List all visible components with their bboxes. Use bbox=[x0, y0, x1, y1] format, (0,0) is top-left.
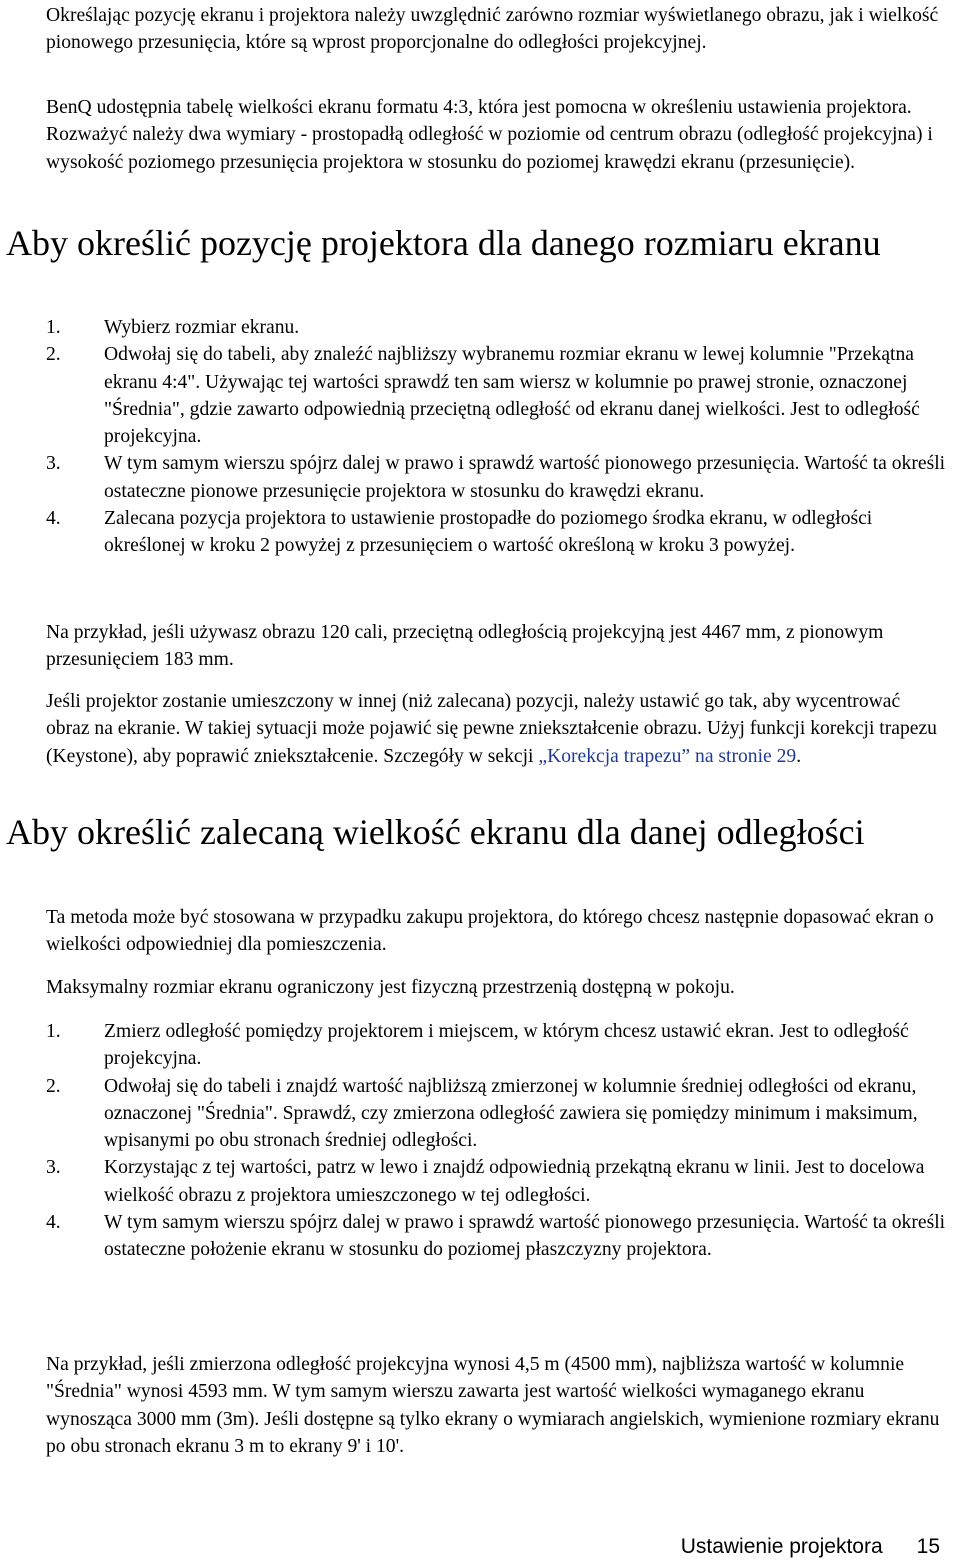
note-text: Jeśli projektor zostanie umieszczony w innej (niż zalecana) pozycji, należy ustawić go tak, aby wycentrować obraz na ekranie. W takiej sytuacji może pojawić się pewne zniekształcenie obrazu. Użyj funkcji korekcji trapezu (Keystone), aby poprawić zniekształcenie. Szczegóły w sekcji bbox=[46, 691, 937, 767]
list-item bbox=[46, 450, 946, 505]
section2-paragraph-1: Ta metoda może być stosowana w przypadku zakupu projektora, do którego chcesz następnie dopasować ekran o wielkości odpowiedniej dla pomieszczenia. bbox=[46, 907, 934, 956]
step-text: W tym samym wierszu spójrz dalej w prawo i sprawdź wartość pionowego przesunięcia. Wartość ta określi ostateczne położenie ekranu w stosunku do poziomej płaszczyzny projektora. bbox=[104, 1212, 946, 1261]
step-number: 3. bbox=[46, 1157, 61, 1179]
section2-paragraph-2: Maksymalny rozmiar ekranu ograniczony jest fizyczną przestrzenią dostępną w pokoju. bbox=[46, 977, 735, 998]
page-number: 15 bbox=[916, 1535, 940, 1558]
section1-example: Na przykład, jeśli używasz obrazu 120 cali, przeciętną odległością projekcyjną jest 4467 mm, z pionowym przesunięciem 183 mm. bbox=[46, 622, 884, 671]
list-item bbox=[46, 1154, 946, 1209]
section2-heading: Aby określić zalecaną wielkość ekranu dla danej odległości bbox=[6, 812, 865, 852]
note-end: . bbox=[796, 745, 802, 767]
step-number: 4. bbox=[46, 1212, 61, 1234]
section2-example: Na przykład, jeśli zmierzona odległość projekcyjna wynosi 4,5 m (4500 mm), najbliższa wartość w kolumnie "Średnia" wynosi 4593 mm. W tym samym wierszu zawarta jest wartość wielkości wymaganego ekranu wynosząca 3000 mm (3m). Jeśli dostępne są tylko ekrany o wymiarach angielskich, wymienione rozmiary ekranu po obu stronach ekranu 3 m to ekrany 9' i 10'. bbox=[46, 1354, 940, 1457]
step-number: 2. bbox=[46, 1075, 61, 1097]
step-number: 3. bbox=[46, 453, 61, 475]
list-item bbox=[46, 1209, 946, 1264]
section1-note bbox=[46, 688, 946, 770]
section1-steps bbox=[46, 314, 946, 560]
section2-steps bbox=[46, 1018, 946, 1264]
keystone-link[interactable]: „Korekcja trapezu” na stronie 29 bbox=[538, 745, 797, 767]
step-number: 1. bbox=[46, 317, 61, 338]
step-number: 2. bbox=[46, 344, 61, 366]
step-text: Odwołaj się do tabeli, aby znaleźć najbliższy wybranemu rozmiar ekranu w lewej kolumnie "Przekątna ekranu 4:4". Używając tej wartości sprawdź ten sam wiersz w kolumnie po prawej stronie, oznaczonej "Średnia", gdzie zawarto odpowiednią przeciętną odległość od ekranu danej wielkości. Jest to odległość projekcyjna. bbox=[104, 344, 920, 448]
list-item bbox=[46, 341, 946, 450]
list-item bbox=[46, 314, 946, 341]
intro-paragraph-1: Określając pozycję ekranu i projektora należy uwzględnić zarówno rozmiar wyświetlanego obrazu, jak i wielkość pionowego przesunięcia, które są wprost proporcjonalne do odległości projekcyjnej. bbox=[46, 5, 939, 54]
step-text: Zmierz odległość pomiędzy projektorem i miejscem, w którym chcesz ustawić ekran. Jest to odległość projekcyjna. bbox=[104, 1021, 909, 1070]
page-footer bbox=[681, 1534, 940, 1560]
section1-heading: Aby określić pozycję projektora dla danego rozmiaru ekranu bbox=[6, 223, 881, 263]
step-text: Zalecana pozycja projektora to ustawienie prostopadłe do poziomego środka ekranu, w odległości określonej w kroku 2 powyżej z przesunięciem o wartość określoną w kroku 3 powyżej. bbox=[104, 508, 873, 557]
list-item bbox=[46, 1018, 946, 1073]
step-number: 4. bbox=[46, 508, 61, 530]
footer-section-title: Ustawienie projektora bbox=[680, 1535, 883, 1558]
step-text: Odwołaj się do tabeli i znajdź wartość najbliższą zmierzonej w kolumnie średniej odległości od ekranu, oznaczonej "Średnia". Sprawdź, czy zmierzona odległość zawiera się pomiędzy minimum i maksimum, wpisanymi po obu stronach średniej odległości. bbox=[104, 1075, 918, 1152]
list-item bbox=[46, 1073, 946, 1155]
step-number: 1. bbox=[46, 1021, 61, 1042]
step-text: Korzystając z tej wartości, patrz w lewo i znajdź odpowiednią przekątną ekranu w linii. Jest to docelowa wielkość obrazu z projektora umieszczonego w tej odległości. bbox=[104, 1157, 925, 1206]
list-item bbox=[46, 505, 946, 560]
intro-paragraph-2: BenQ udostępnia tabelę wielkości ekranu formatu 4:3, która jest pomocna w określeniu ustawienia projektora. Rozważyć należy dwa wymiary - prostopadłą odległość w poziomie od centrum obrazu (odległość projekcyjna) i wysokość poziomego przesunięcia projektora w stosunku do poziomej krawędzi ekranu (przesunięcie). bbox=[46, 97, 933, 173]
step-text: W tym samym wierszu spójrz dalej w prawo i sprawdź wartość pionowego przesunięcia. Wartość ta określi ostateczne pionowe przesunięcie projektora w stosunku do krawędzi ekranu. bbox=[104, 453, 946, 502]
step-text: Wybierz rozmiar ekranu. bbox=[104, 317, 300, 338]
